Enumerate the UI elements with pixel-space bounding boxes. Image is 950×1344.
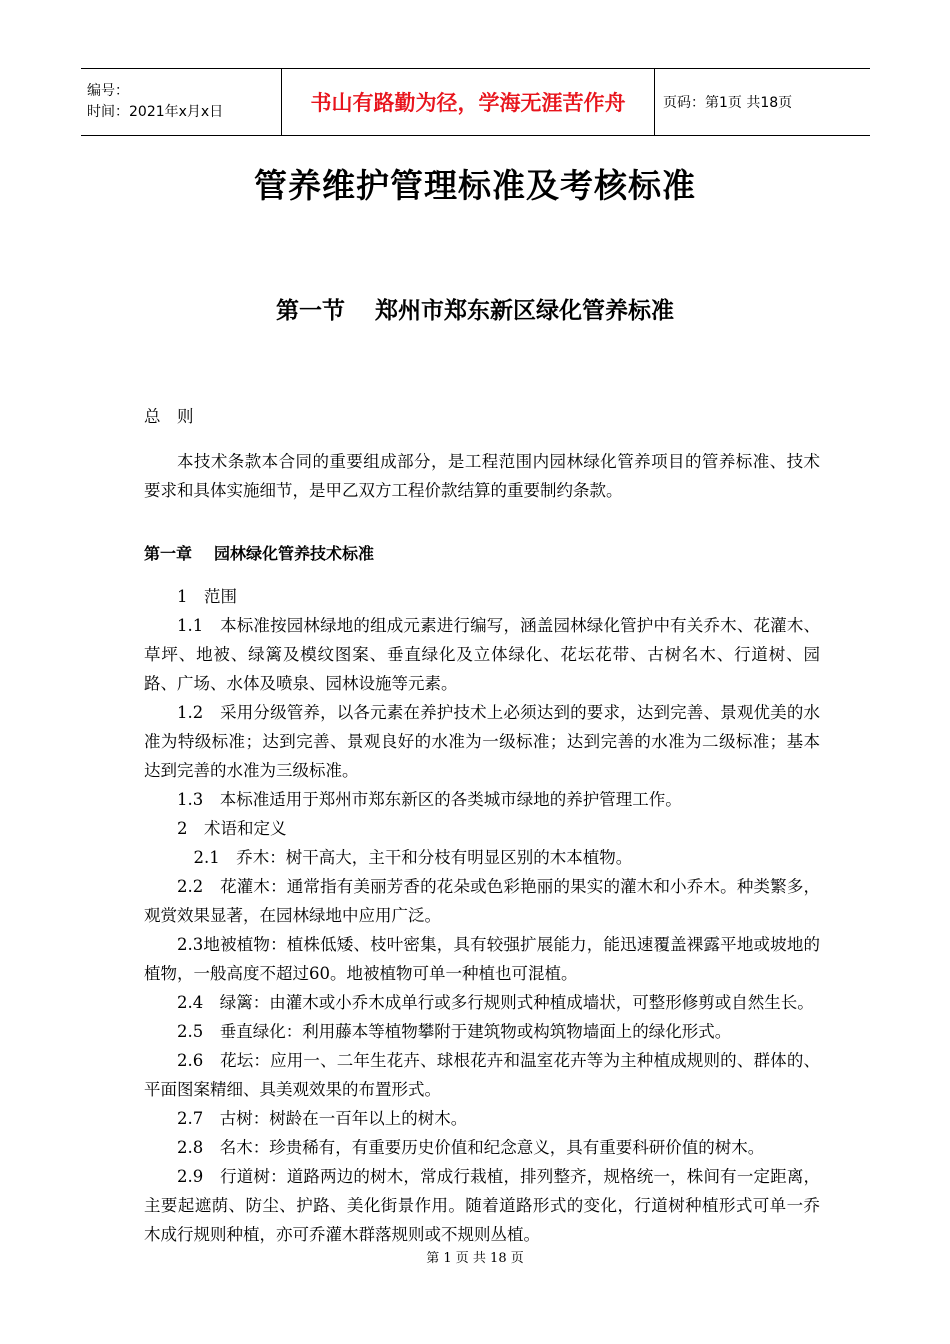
paragraph-1-3: 1.3 本标准适用于郑州市郑东新区的各类城市绿地的养护管理工作。 [177,790,682,809]
paragraph-2-9: 2.9 行道树：道路两边的树木，常成行栽植，排列整齐，规格统一，株间有一定距离，主要起遮荫、防尘、护路、美化街景作用。随着道路形式的变化，行道树种植形式可单一乔木成行规则种植，亦可乔灌木群落规则或不规则丛植。 [144,1167,820,1244]
header-motto-cell [281,69,655,135]
header-page-info [655,69,870,135]
paragraph-2-1: 2.1 乔木：树干高大，主干和分枝有明显区别的木本植物。 [193,848,633,867]
chapter-name: 园林绿化管养技术标准 [214,544,375,563]
section-heading [0,292,950,325]
general-heading: 总 则 [144,407,194,426]
document-body [144,402,820,1249]
page-info-text: 页码：第1页 共18页 [663,95,793,111]
section-number: 第一节 [276,298,345,324]
motto-text: 书山有路勤为径，学海无涯苦作舟 [310,91,626,115]
number-label: 编号： [87,83,129,99]
paragraph-2-6: 2.6 花坛：应用一、二年生花卉、球根花卉和温室花卉等为主种植成规则的、群体的、平面图案精细、具美观效果的布置形式。 [144,1051,820,1099]
paragraph-2-4: 2.4 绿篱：由灌木或小乔木成单行或多行规则式种植成墙状，可整形修剪或自然生长。 [177,993,814,1012]
general-paragraph: 本技术条款本合同的重要组成部分，是工程范围内园林绿化管养项目的管养标准、技术要求和具体实施细节，是甲乙双方工程价款结算的重要制约条款。 [144,452,820,500]
paragraph-2: 2 术语和定义 [177,819,287,838]
paragraph-2-3: 2.3地被植物：植株低矮、枝叶密集，具有较强扩展能力，能迅速覆盖裸露平地或坡地的植物，一般高度不超过60。地被植物可单一种植也可混植。 [144,935,820,983]
header-table [81,68,870,136]
paragraph-1-2: 1.2 采用分级管养，以各元素在养护技术上必须达到的要求，达到完善、景观优美的水准为特级标准；达到完善、景观良好的水准为一级标准；达到完善的水准为二级标准；基本达到完善的水准为三级标准。 [144,703,820,780]
chapter-heading [144,539,820,568]
paragraph-2-7: 2.7 古树：树龄在一百年以上的树木。 [177,1109,468,1128]
paragraph-2-2: 2.2 花灌木：通常指有美丽芳香的花朵或色彩艳丽的果实的灌木和小乔木。种类繁多，观赏效果显著，在园林绿地中应用广泛。 [144,877,820,925]
header-meta [81,69,281,135]
chapter-number: 第一章 [144,544,193,563]
paragraph-1: 1 范围 [177,587,237,606]
paragraph-1-1: 1.1 本标准按园林绿地的组成元素进行编写，涵盖园林绿化管护中有关乔木、花灌木、草坪、地被、绿篱及模纹图案、垂直绿化及立体绿化、花坛花带、古树名木、行道树、园路、广场、水体及喷泉、园林设施等元素。 [144,616,820,693]
paragraph-2-5: 2.5 垂直绿化：利用藤本等植物攀附于建筑物或构筑物墙面上的绿化形式。 [177,1022,732,1041]
page-footer: 第 1 页 共 18 页 [426,1251,524,1266]
paragraph-2-8: 2.8 名木：珍贵稀有，有重要历史价值和纪念意义，具有重要科研价值的树木。 [177,1138,765,1157]
time-label: 时间：2021年x月x日 [87,104,224,120]
section-name: 郑州市郑东新区绿化管养标准 [375,298,674,324]
document-title: 管养维护管理标准及考核标准 [254,166,696,205]
